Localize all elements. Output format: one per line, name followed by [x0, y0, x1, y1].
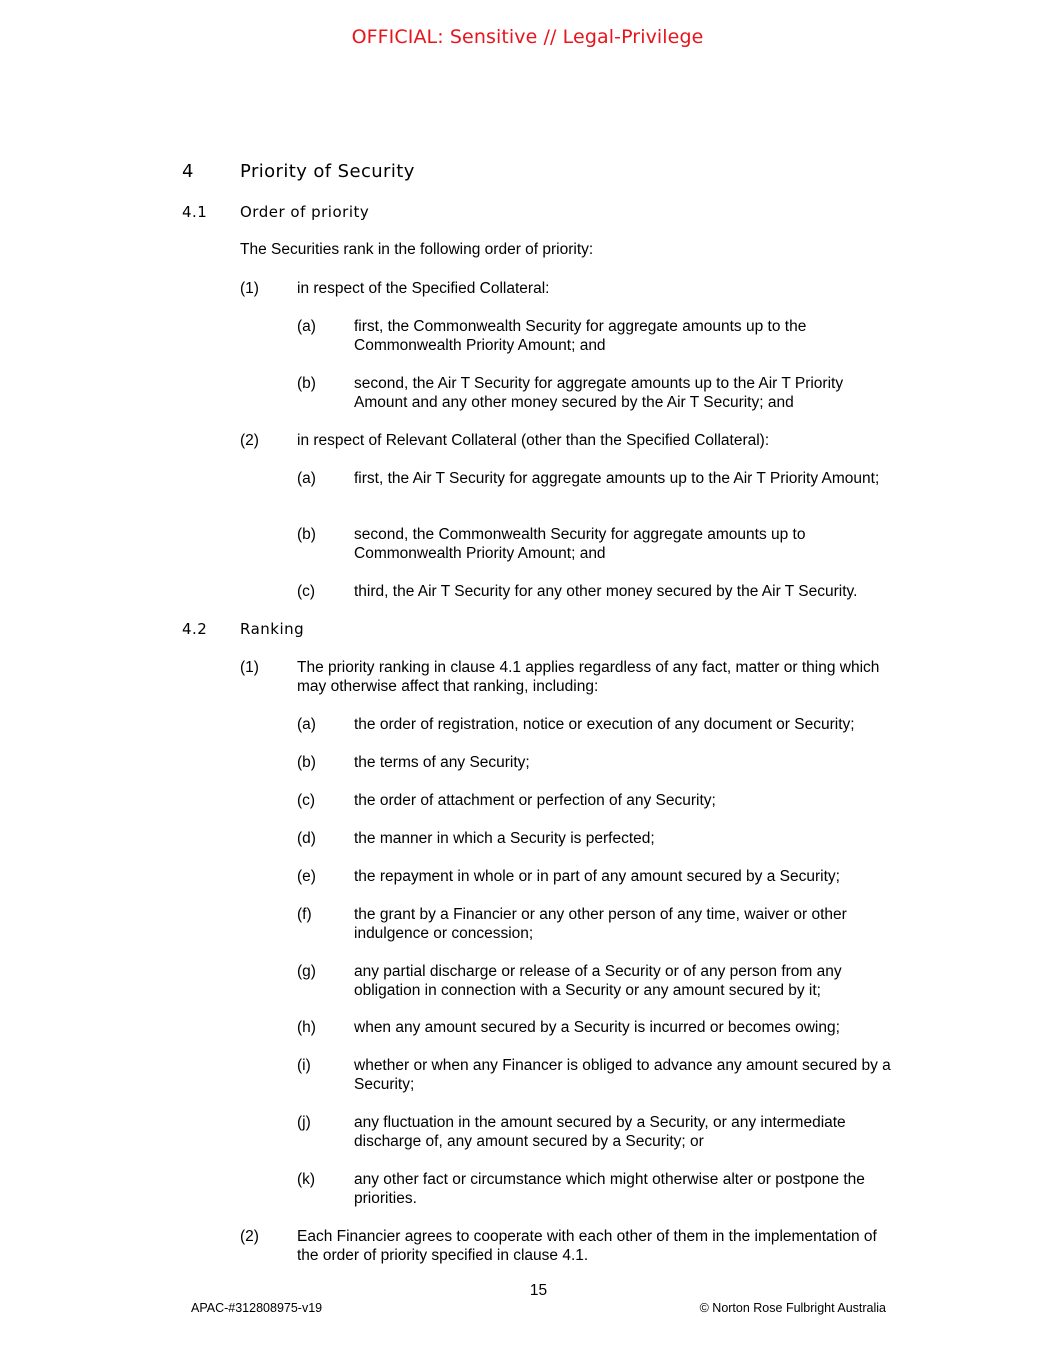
sub-list-item-text: first, the Commonwealth Security for aggregate amounts up to the Commonwealth Priority Amount; and: [354, 318, 807, 354]
clause-intro-text: The Securities rank in the following order of priority:: [240, 241, 594, 258]
copyright-notice: © Norton Rose Fulbright Australia: [699, 1301, 886, 1315]
sub-list-item-label: (h): [297, 1019, 316, 1036]
sub-list-item-text: the order of attachment or perfection of any Security;: [354, 792, 716, 809]
list-item-text: in respect of Relevant Collateral (other than the Specified Collateral):: [297, 432, 770, 449]
sub-list-item-label: (e): [297, 868, 316, 885]
sub-list-item-label: (f): [297, 906, 312, 923]
page-number: 15: [529, 1282, 548, 1299]
section-number: 4: [182, 161, 194, 182]
sub-list-item-text: the terms of any Security;: [354, 754, 530, 771]
sub-list-item-label: (c): [297, 792, 316, 809]
sub-list-item-label: (d): [297, 830, 316, 847]
sub-list-item-text: first, the Air T Security for aggregate amounts up to the Air T Priority Amount;: [354, 470, 880, 487]
sub-list-item-text: second, the Commonwealth Security for aggregate amounts up to Commonwealth Priority Amount; and: [354, 526, 806, 562]
sub-list-item-label: (g): [297, 963, 316, 980]
clause-number: 4.1: [182, 203, 208, 221]
clause-title: Order of priority: [240, 203, 370, 221]
sub-list-item-label: (a): [297, 470, 316, 487]
document-id: APAC-#312808975-v19: [191, 1301, 323, 1315]
sub-list-item-text: third, the Air T Security for any other money secured by the Air T Security.: [354, 583, 858, 600]
sub-list-item-text: any partial discharge or release of a Security or of any person from any obligation in connection with a Security or any amount secured by it;: [354, 963, 842, 999]
section-title: Priority of Security: [240, 161, 415, 182]
list-item-text: The priority ranking in clause 4.1 applies regardless of any fact, matter or thing which may otherwise affect that ranking, including:: [297, 659, 880, 695]
clause-title: Ranking: [240, 620, 305, 638]
sub-list-item-text: any other fact or circumstance which might otherwise alter or postpone the priorities.: [354, 1171, 865, 1207]
sub-list-item-label: (b): [297, 375, 316, 392]
sub-list-item-text: second, the Air T Security for aggregate amounts up to the Air T Priority Amount and any other money secured by the Air T Security; and: [354, 375, 844, 411]
sub-list-item-text: whether or when any Financer is obliged to advance any amount secured by a Security;: [354, 1057, 891, 1093]
sub-list-item-label: (k): [297, 1171, 316, 1188]
sub-list-item-label: (a): [297, 318, 316, 335]
list-item-label: (2): [240, 1228, 259, 1245]
sub-list-item-text: when any amount secured by a Security is incurred or becomes owing;: [354, 1019, 840, 1036]
sub-list-item-text: any fluctuation in the amount secured by a Security, or any intermediate discharge of, any amount secured by a Security; or: [354, 1114, 846, 1150]
list-item-label: (2): [240, 432, 259, 449]
classification-marking: OFFICIAL: Sensitive // Legal-Privilege: [351, 26, 704, 48]
sub-list-item-label: (a): [297, 716, 316, 733]
list-item-label: (1): [240, 280, 259, 297]
list-item-label: (1): [240, 659, 259, 676]
sub-list-item-text: the repayment in whole or in part of any amount secured by a Security;: [354, 868, 840, 885]
sub-list-item-label: (b): [297, 754, 316, 771]
sub-list-item-text: the order of registration, notice or execution of any document or Security;: [354, 716, 855, 733]
list-item-text: in respect of the Specified Collateral:: [297, 280, 550, 297]
sub-list-item-label: (b): [297, 526, 316, 543]
clause-intro: [240, 240, 900, 259]
sub-list-item-label: (j): [297, 1114, 311, 1131]
sub-list-item-text: the manner in which a Security is perfected;: [354, 830, 655, 847]
sub-list-item-text: the grant by a Financier or any other person of any time, waiver or other indulgence or concession;: [354, 906, 847, 942]
sub-list-item-label: (i): [297, 1057, 311, 1074]
list-item-text: Each Financier agrees to cooperate with each other of them in the implementation of the order of priority specified in clause 4.1.: [297, 1228, 877, 1264]
clause-number: 4.2: [182, 620, 208, 638]
sub-list-item-label: (c): [297, 583, 316, 600]
